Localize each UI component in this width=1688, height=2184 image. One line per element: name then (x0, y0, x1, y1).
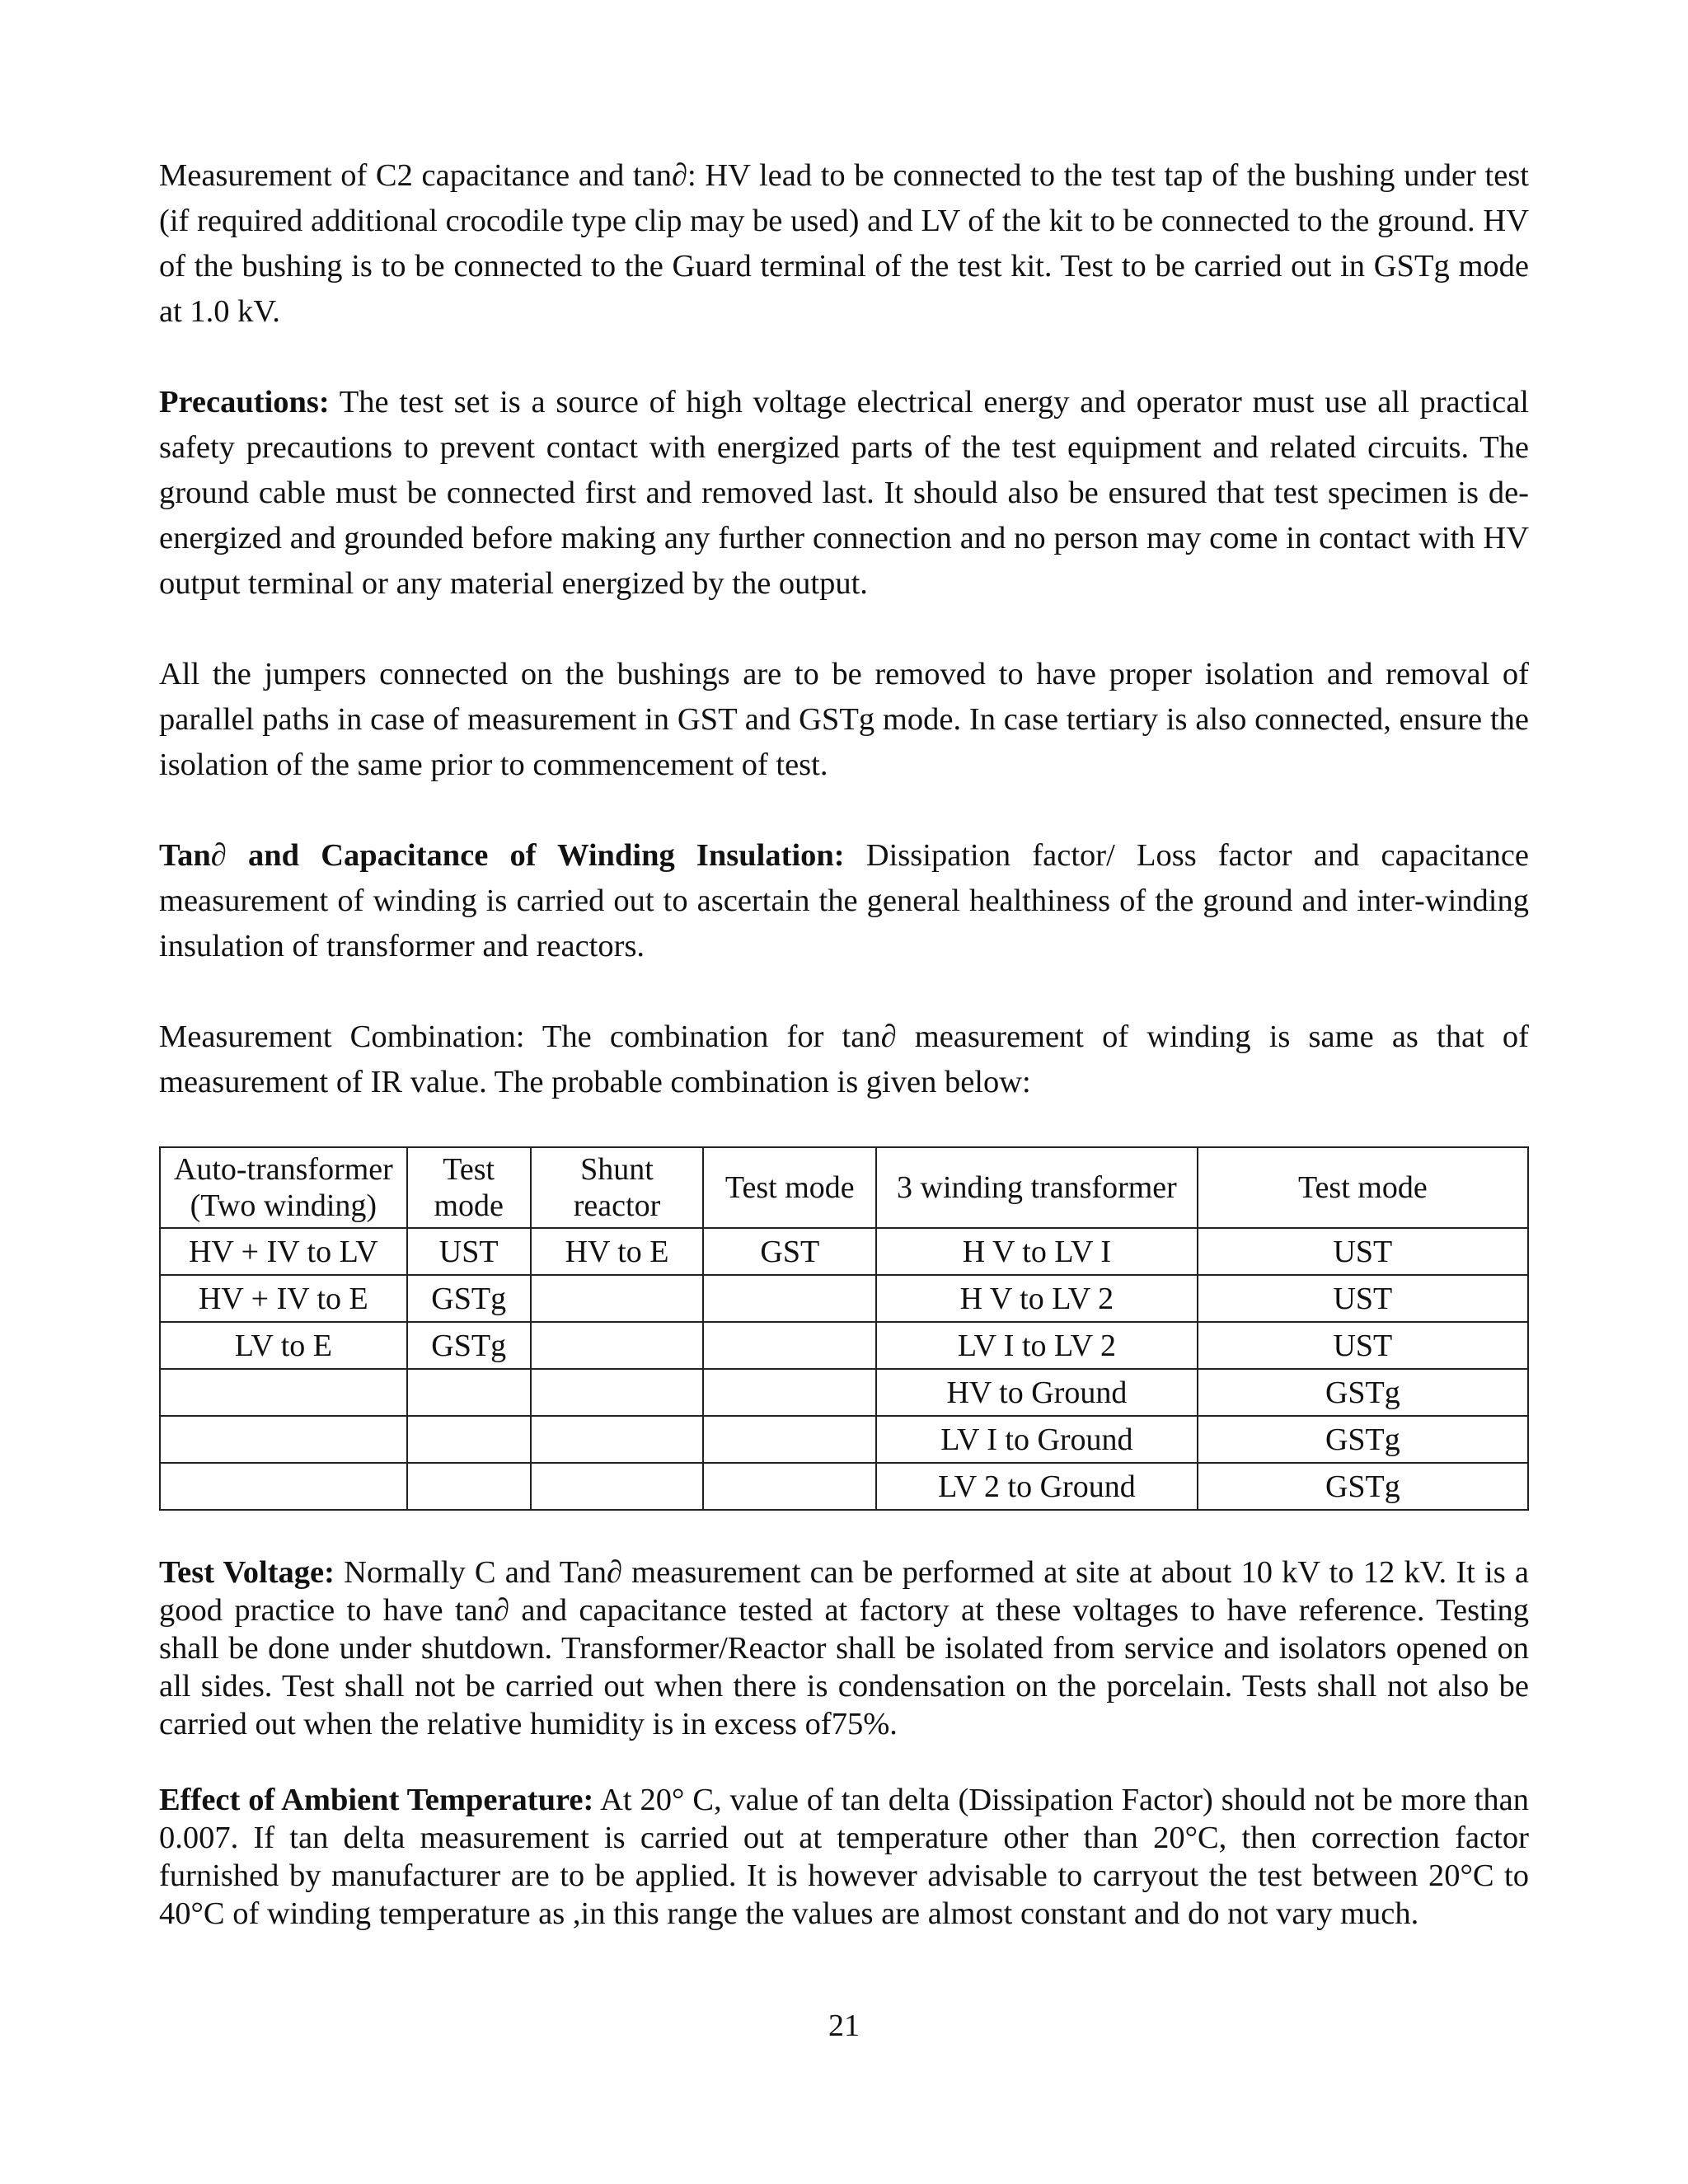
precautions-heading: Precautions: (159, 385, 330, 419)
table-cell (531, 1369, 704, 1416)
table-cell (531, 1416, 704, 1463)
table-cell: GSTg (1198, 1463, 1528, 1510)
ambient-temperature-text: At 20° C, value of tan delta (Dissipation Factor) should not be more than 0.007. If tan delta measurement is carried out at temperature other than 20°C, then correction factor furnished by manufacturer are to be applied. It is however advisable to carryout the test between 20°C to 40°C of winding temperature as ,in this range the values are almost constant and do not vary much. (159, 1783, 1529, 1931)
precautions-paragraph (159, 380, 1529, 607)
table-cell (407, 1416, 531, 1463)
header-test-mode-3: Test mode (1198, 1147, 1528, 1228)
test-voltage-heading: Test Voltage: (159, 1555, 335, 1590)
table-row (160, 1228, 1528, 1275)
test-voltage-paragraph (159, 1554, 1529, 1743)
table-cell (160, 1463, 407, 1510)
c2-measurement-paragraph: Measurement of C2 capacitance and tan∂: HV lead to be connected to the test tap of the bushing under test (if required additional crocodile type clip may be used) and LV of the kit to be connected to the ground. HV of the bushing is to be connected to the Guard terminal of the test kit. Test to be carried out in GSTg mode at 1.0 kV. (159, 158, 1529, 329)
table-row (160, 1275, 1528, 1322)
table-cell (531, 1322, 704, 1369)
table-cell (703, 1369, 876, 1416)
ambient-temperature-paragraph (159, 1781, 1529, 1933)
page-content (159, 153, 1529, 1933)
table-cell: GSTg (1198, 1416, 1528, 1463)
table-cell: LV to E (160, 1322, 407, 1369)
table-cell: GSTg (407, 1275, 531, 1322)
table-cell (703, 1275, 876, 1322)
table-cell: LV 2 to Ground (876, 1463, 1198, 1510)
table-cell (703, 1463, 876, 1510)
table-cell (407, 1463, 531, 1510)
combination-table (159, 1146, 1529, 1511)
page-number: 21 (828, 2008, 860, 2043)
table-cell: GSTg (407, 1322, 531, 1369)
table-cell: H V to LV I (876, 1228, 1198, 1275)
table-cell: LV I to LV 2 (876, 1322, 1198, 1369)
table-cell (703, 1322, 876, 1369)
table-cell: LV I to Ground (876, 1416, 1198, 1463)
header-test-mode-1: Test mode (407, 1147, 531, 1228)
table-cell: UST (1198, 1322, 1528, 1369)
precautions-text: The test set is a source of high voltage electrical energy and operator must use all practical safety precautions to prevent contact with energized parts of the test equipment and related circuits. The ground cable must be connected first and removed last. It should also be ensured that test specimen is de-energized and grounded before making any further connection and no person may come in contact with HV output terminal or any material energized by the output. (159, 385, 1529, 601)
table-row (160, 1463, 1528, 1510)
ambient-temperature-heading: Effect of Ambient Temperature: (159, 1783, 594, 1817)
winding-insulation-text: Dissipation factor/ Loss factor and capacitance measurement of winding is carried out to ascertain the general healthiness of the ground and inter-winding insulation of transformer and reactors. (159, 838, 1529, 963)
table-cell: UST (1198, 1228, 1528, 1275)
header-shunt-reactor: Shunt reactor (531, 1147, 704, 1228)
table-cell: GST (703, 1228, 876, 1275)
table-header-row (160, 1147, 1528, 1228)
jumpers-paragraph: All the jumpers connected on the bushings are to be removed to have proper isolation and removal of parallel paths in case of measurement in GST and GSTg mode. In case tertiary is also connected, ensure the isolation of the same prior to commencement of test. (159, 657, 1529, 782)
table-cell: H V to LV 2 (876, 1275, 1198, 1322)
measurement-combination-paragraph: Measurement Combination: The combination for tan∂ measurement of winding is same as that of measurement of IR value. The probable combination is given below: (159, 1019, 1529, 1099)
table-row (160, 1416, 1528, 1463)
header-test-mode-2: Test mode (703, 1147, 876, 1228)
winding-insulation-heading: Tan∂ and Capacitance of Winding Insulation: (159, 838, 845, 873)
table-cell: HV + IV to LV (160, 1228, 407, 1275)
table-cell (160, 1416, 407, 1463)
table-cell: HV to Ground (876, 1369, 1198, 1416)
winding-insulation-paragraph (159, 833, 1529, 969)
table-cell (160, 1369, 407, 1416)
table-cell: GSTg (1198, 1369, 1528, 1416)
test-voltage-text: Normally C and Tan∂ measurement can be performed at site at about 10 kV to 12 kV. It is a good practice to have tan∂ and capacitance tested at factory at these voltages to have reference. Testing shall be done under shutdown. Transformer/Reactor shall be isolated from service and isolators opened on all sides. Test shall not be carried out when there is condensation on the porcelain. Tests shall not also be carried out when the relative humidity is in excess of75%. (159, 1555, 1529, 1741)
table-cell (531, 1275, 704, 1322)
table-cell: HV + IV to E (160, 1275, 407, 1322)
header-3-winding-transformer: 3 winding transformer (876, 1147, 1198, 1228)
table-cell: UST (407, 1228, 531, 1275)
table-cell: HV to E (531, 1228, 704, 1275)
table-row (160, 1369, 1528, 1416)
table-row (160, 1322, 1528, 1369)
table-cell (703, 1416, 876, 1463)
table-cell: UST (1198, 1275, 1528, 1322)
table-cell (407, 1369, 531, 1416)
table-cell (531, 1463, 704, 1510)
header-auto-transformer: Auto-transformer (Two winding) (160, 1147, 407, 1228)
